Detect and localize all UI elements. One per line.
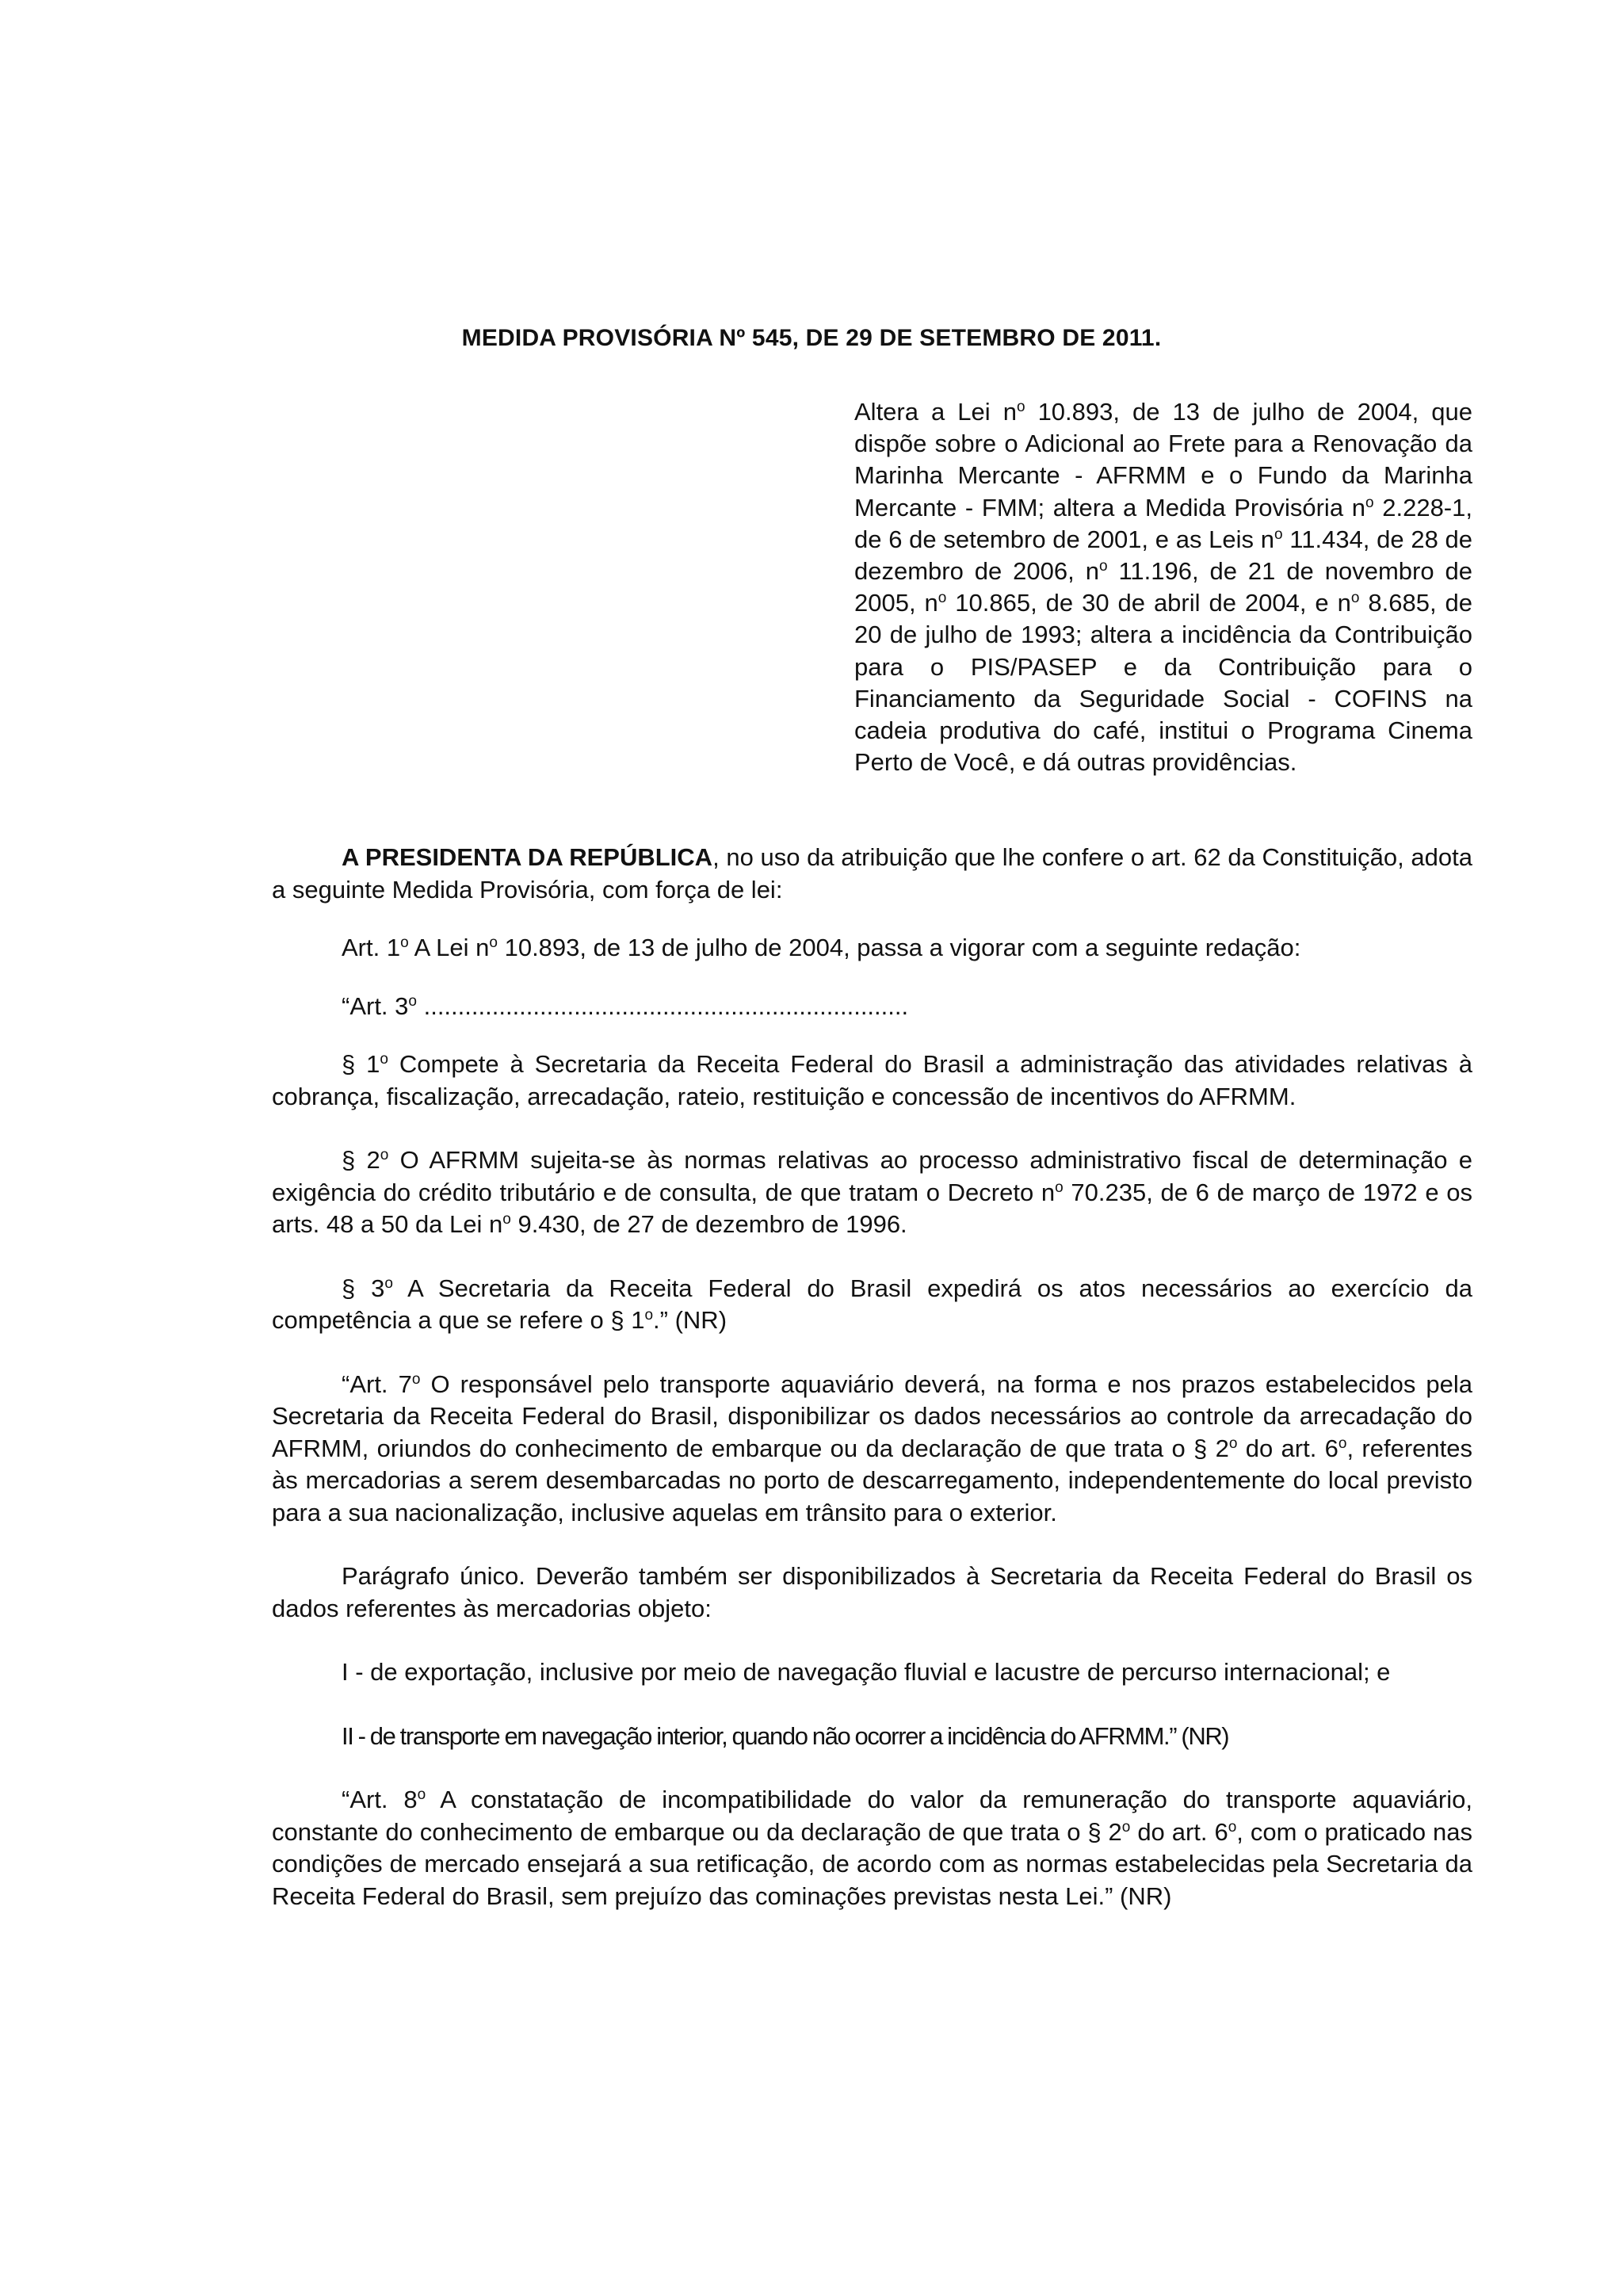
ordinal-mark: o: [1016, 399, 1025, 415]
ordinal-mark: o: [380, 1147, 389, 1163]
ordinal-mark: o: [1338, 1435, 1347, 1452]
article-3-paragraph-2: § 2$^o$ O AFRMM sujeita-se às normas relativas ao processo administrativo fiscal de determinação e exigência do crédito tributário e de consulta, de que tratam o Decreto $n^o$ 70.235, de 6 de março de 1972 e os arts. 48 a 50 da Lei $n^o$ 9.430, de 27 de dezembro de 1996.: [272, 1146, 1473, 1238]
ementa: Altera a Lei $n^o$ 10.893, de 13 de julho de 2004, que dispõe sobre o Adicional ao Frete para a Renovação da Marinha Mercante - AFRMM e o Fundo da Marinha Mercante - FMM; altera a Medida Provisória $n^o$ 2.228-1, de 6 de setembro de 2001, e as Leis $n^o$ 11.434, de 28 de dezembro de 2006, $n^o$ 11.196, de 21 de novembro de 2005, $n^o$ 10.865, de 30 de abril de 2004, e $n^o$ 8.685, de 20 de julho de 1993; altera a incidência da Contribuição para o PIS/PASEP e da Contribuição para o Financiamento da Seguridade Social - COFINS na cadeia produtiva do café, institui o Programa Cinema Perto de Você, e dá outras providências.: [854, 398, 1473, 777]
ordinal-mark: o: [417, 1786, 426, 1803]
ordinal-mark: o: [400, 934, 409, 951]
ordinal-mark: o: [1228, 1818, 1237, 1836]
ordinal-mark: o: [644, 1307, 654, 1324]
preamble: A PRESIDENTA DA REPÚBLICA, no uso da atribuição que lhe confere o art. 62 da Constituição, adota a seguinte Medida Provisória, com força de lei:: [272, 843, 1472, 904]
ordinal-mark: o: [384, 1274, 393, 1292]
ordinal-mark: o: [1098, 558, 1108, 575]
ordinal-mark: o: [1228, 1435, 1238, 1452]
ordinal-mark: o: [938, 590, 947, 607]
ordinal-mark: o: [411, 1370, 421, 1388]
ordinal-mark: o: [1350, 590, 1360, 607]
article-1: Art. 1$^o$ A Lei $n^o$ 10.893, de 13 de julho de 2004, passa a vigorar com a seguinte redação:: [342, 934, 1301, 961]
preamble-author: A PRESIDENTA DA REPÚBLICA: [342, 843, 713, 871]
ordinal-mark: o: [502, 1211, 511, 1228]
article-7-item-1: I - de exportação, inclusive por meio de navegação fluvial e lacustre de percurso internacional; e: [342, 1658, 1391, 1686]
article-7: “Art. 7$^o$ O responsável pelo transporte aquaviário deverá, na forma e nos prazos estabelecidos pela Secretaria da Receita Federal do Brasil, disponibilizar os dados necessários ao controle da arrecadação do AFRMM, oriundos do conhecimento de embarque ou da declaração de que trata o § 2$^o$ do art. 6$^o$, referentes às mercadorias a serem desembarcadas no porto de descarregamento, independentemente do local previsto para a sua nacionalização, inclusive aquelas em trânsito para o exterior.: [272, 1370, 1473, 1526]
ordinal-mark: o: [380, 1051, 388, 1068]
article-3-paragraph-3: § 3$^o$ A Secretaria da Receita Federal do Brasil expedirá os atos necessários ao exercício da competência a que se refere o § 1$^o$.” (NR): [272, 1274, 1472, 1334]
document-body: [272, 842, 1472, 1944]
article-3-paragraph-1: § 1$^o$ Compete à Secretaria da Receita Federal do Brasil a administração das atividades relativas à cobrança, fiscalização, arrecadação, rateio, restituição e concessão de incentivos do AFRMM.: [272, 1050, 1472, 1110]
document-title: MEDIDA PROVISÓRIA Nº 545, DE 29 DE SETEMBRO DE 2011.: [461, 325, 1162, 351]
ordinal-mark: o: [1274, 525, 1283, 543]
article-3-heading: “Art. 3$^o$ .......................................................................: [342, 991, 909, 1020]
ordinal-mark: o: [1055, 1179, 1064, 1196]
article-7-sole-paragraph: Parágrafo único. Deverão também ser disponibilizados à Secretaria da Receita Federal do Brasil os dados referentes às mercadorias objeto:: [272, 1562, 1472, 1622]
ordinal-mark: o: [1121, 1818, 1131, 1836]
article-7-item-2: II - de transporte em navegação interior, quando não ocorrer a incidência do AFRMM.” (NR): [342, 1721, 1229, 1750]
ordinal-mark: o: [1365, 494, 1374, 511]
ordinal-mark: o: [489, 934, 498, 951]
ordinal-mark: o: [408, 992, 417, 1010]
article-8: “Art. 8$^o$ A constatação de incompatibilidade do valor da remuneração do transporte aquaviário, constante do conhecimento de embarque ou da declaração de que trata o § 2$^o$ do art. 6$^o$, com o praticado nas condições de mercado ensejará a sua retificação, de acordo com as normas estabelecidas pela Secretaria da Receita Federal do Brasil, sem prejuízo das cominações previstas nesta Lei.” (NR): [272, 1786, 1472, 1910]
